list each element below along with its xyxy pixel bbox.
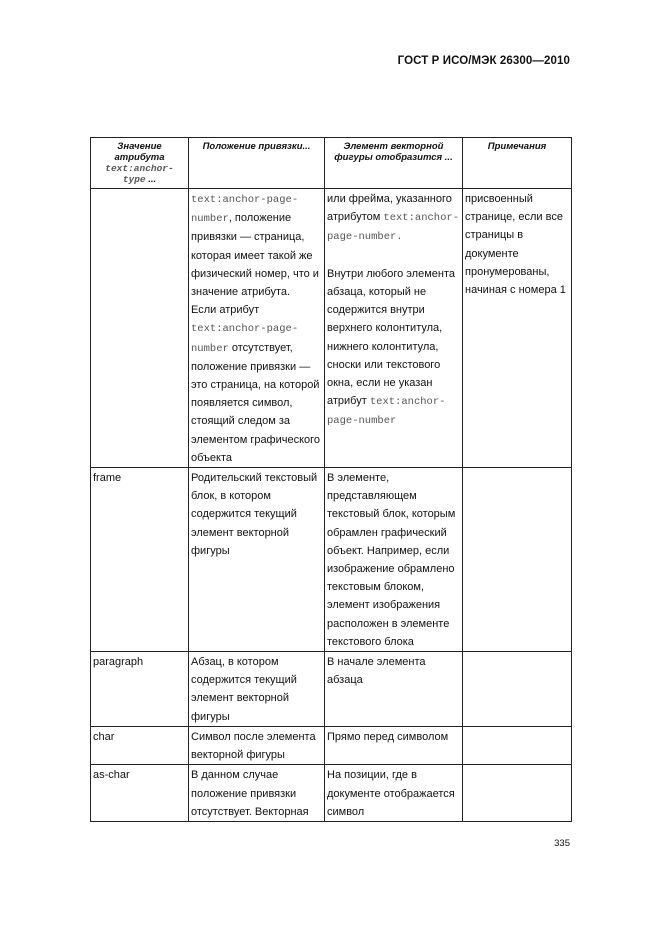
cell-display: или фрейма, указанного атрибутом text:anchor-page-number. Внутри любого элемента абзаца, который не содержится внутри верхнего колонтитула, нижнего колонтитула, сноски или текстового окна, если не указан атрибут text:anchor-page-number xyxy=(325,189,463,468)
cell-position: В данном случае положение привязки отсутствует. Векторная xyxy=(189,765,325,822)
cell-display: В элементе, представляющем текстовый блок, которым обрамлен графический объект. Например, если изображение обрамлено текстовым блоком, элемент изображения расположен в элементе текстового блока xyxy=(325,468,463,652)
cell-value: as-char xyxy=(91,765,189,822)
cell-display: В начале элемента абзаца xyxy=(325,652,463,727)
cell-position: Родительский текстовый блок, в котором содержится текущий элемент векторной фигуры xyxy=(189,468,325,652)
cell-notes xyxy=(463,468,572,652)
cell-display: Прямо перед символом xyxy=(325,726,463,764)
header-shape-display: Элемент векторной фигуры отобразится ... xyxy=(325,138,463,189)
cell-notes xyxy=(463,652,572,727)
page-number: 335 xyxy=(554,838,570,849)
cell-position: Абзац, в котором содержится текущий элемент векторной фигуры xyxy=(189,652,325,727)
document-header: ГОСТ Р ИСО/МЭК 26300—2010 xyxy=(397,55,570,67)
cell-position: Символ после элемента векторной фигуры xyxy=(189,726,325,764)
header-notes: Примечания xyxy=(463,138,572,189)
cell-notes xyxy=(463,765,572,822)
cell-display: На позиции, где в документе отображается символ xyxy=(325,765,463,822)
table-row xyxy=(91,765,572,822)
cell-value: frame xyxy=(91,468,189,652)
cell-notes: присвоенный странице, если все страницы в документе пронумерованы, начиная с номера 1 xyxy=(463,189,572,468)
cell-position: text:anchor-page-number, положение привязки — страница, которая имеет такой же физический номер, что и значение атрибута. Если атрибут text:anchor-page-number отсутствует, положение привязки — это страница, на которой появляется символ, стоящий следом за элементом графического объекта xyxy=(189,189,325,468)
cell-notes xyxy=(463,726,572,764)
cell-value: char xyxy=(91,726,189,764)
table-row xyxy=(91,189,572,468)
header-anchor-position: Положение привязки... xyxy=(189,138,325,189)
table-header-row xyxy=(91,138,572,189)
anchor-type-table xyxy=(90,137,572,822)
header-attribute-value: Значение атрибута text:anchor- type ... xyxy=(91,138,189,189)
cell-value xyxy=(91,189,189,468)
table-row xyxy=(91,652,572,727)
cell-value: paragraph xyxy=(91,652,189,727)
table-row xyxy=(91,726,572,764)
table-row xyxy=(91,468,572,652)
